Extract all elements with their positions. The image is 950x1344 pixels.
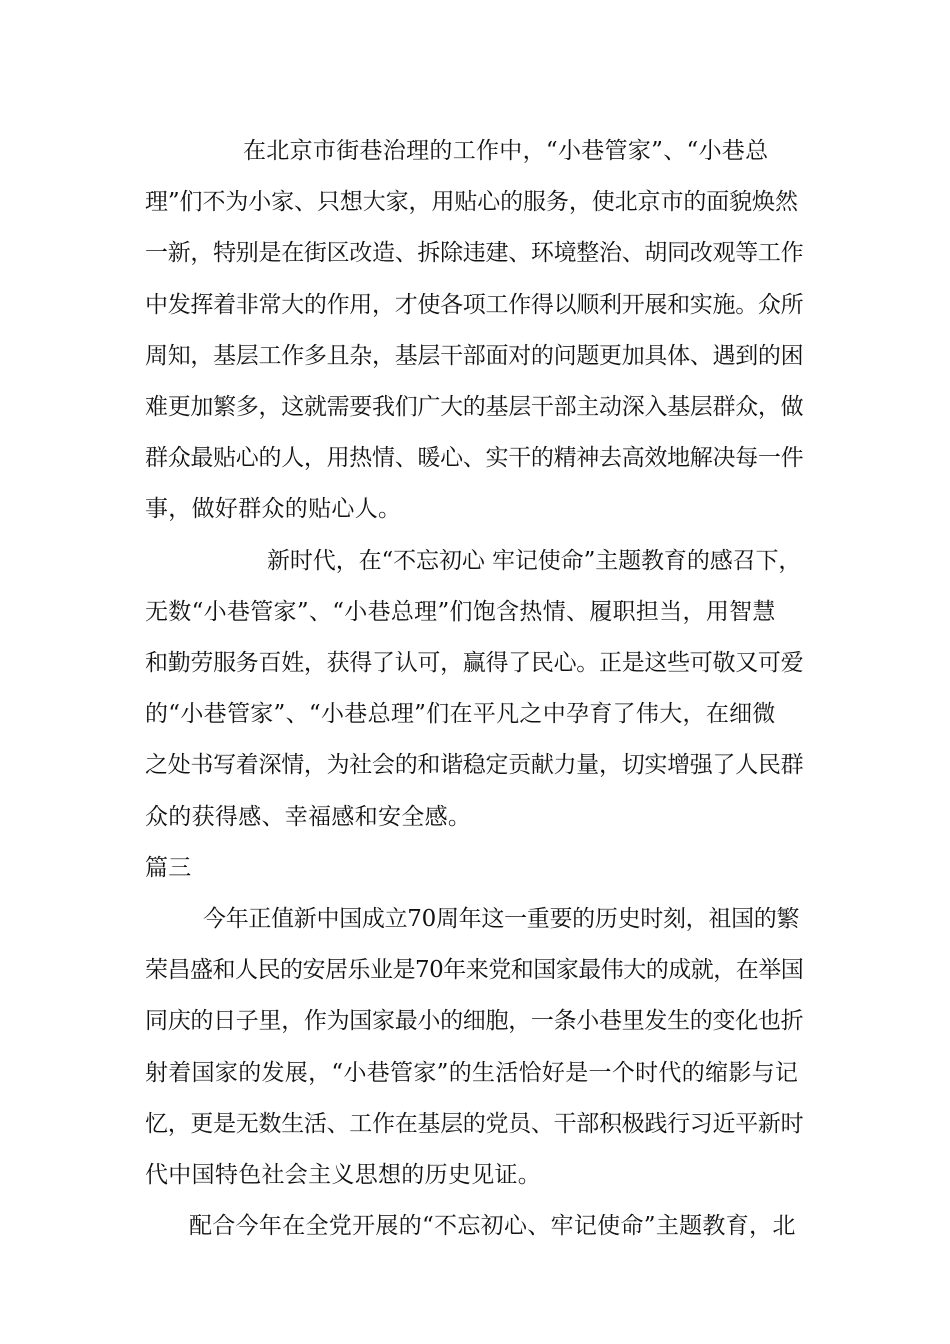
paragraph-first-line: 配合今年在全党开展的“不忘初心、牢记使命”主题教育，北 [189, 1213, 796, 1240]
paragraph-line: 一新，特别是在街区改造、拆除违建、环境整治、胡同改观等工作 [145, 240, 804, 267]
paragraph-line: 的“小巷管家”、“小巷总理”们在平凡之中孕育了伟大，在细微 [145, 701, 776, 728]
paragraph-first-line: 今年正值新中国成立70周年这一重要的历史时刻，祖国的繁 [203, 906, 800, 932]
paragraph-line: 荣昌盛和人民的安居乐业是70年来党和国家最伟大的成就，在举国 [145, 957, 804, 984]
paragraph-line: 代中国特色社会主义思想的历史见证。 [145, 1162, 542, 1188]
paragraph-line: 事，做好群众的贴心人。 [145, 496, 402, 523]
paragraph-line: 群众最贴心的人，用热情、暖心、实干的精神去高效地解决每一件 [145, 445, 804, 472]
paragraph-first-line: 篇三 [145, 854, 192, 881]
paragraph-line: 中发挥着非常大的作用，才使各项工作得以顺利开展和实施。众所 [145, 291, 804, 318]
paragraph-first-line: 在北京市街巷治理的工作中，“小巷管家”、“小巷总 [243, 138, 769, 164]
paragraph-line: 无数“小巷管家”、“小巷总理”们饱含热情、履职担当，用智慧 [145, 598, 776, 625]
paragraph-line: 周知，基层工作多且杂，基层干部面对的问题更加具体、遇到的困 [145, 342, 804, 369]
paragraph-line: 之处书写着深情，为社会的和谐稳定贡献力量，切实增强了人民群 [145, 752, 804, 779]
paragraph-line: 忆，更是无数生活、工作在基层的党员、干部积极践行习近平新时 [145, 1110, 804, 1137]
paragraph-line: 难更加繁多，这就需要我们广大的基层干部主动深入基层群众，做 [145, 394, 804, 420]
paragraph-line: 理”们不为小家、只想大家，用贴心的服务，使北京市的面貌焕然 [145, 189, 798, 216]
paragraph-line: 同庆的日子里，作为国家最小的细胞，一条小巷里发生的变化也折 [145, 1008, 804, 1035]
paragraph-first-line: 新时代，在“不忘初心 牢记使命”主题教育的感召下， [267, 547, 802, 574]
paragraph-line: 射着国家的发展，“小巷管家”的生活恰好是一个时代的缩影与记 [145, 1059, 799, 1086]
paragraph-line: 众的获得感、幸福感和安全感。 [145, 803, 472, 830]
paragraph-line: 和勤劳服务百姓，获得了认可，赢得了民心。正是这些可敬又可爱 [145, 650, 804, 676]
